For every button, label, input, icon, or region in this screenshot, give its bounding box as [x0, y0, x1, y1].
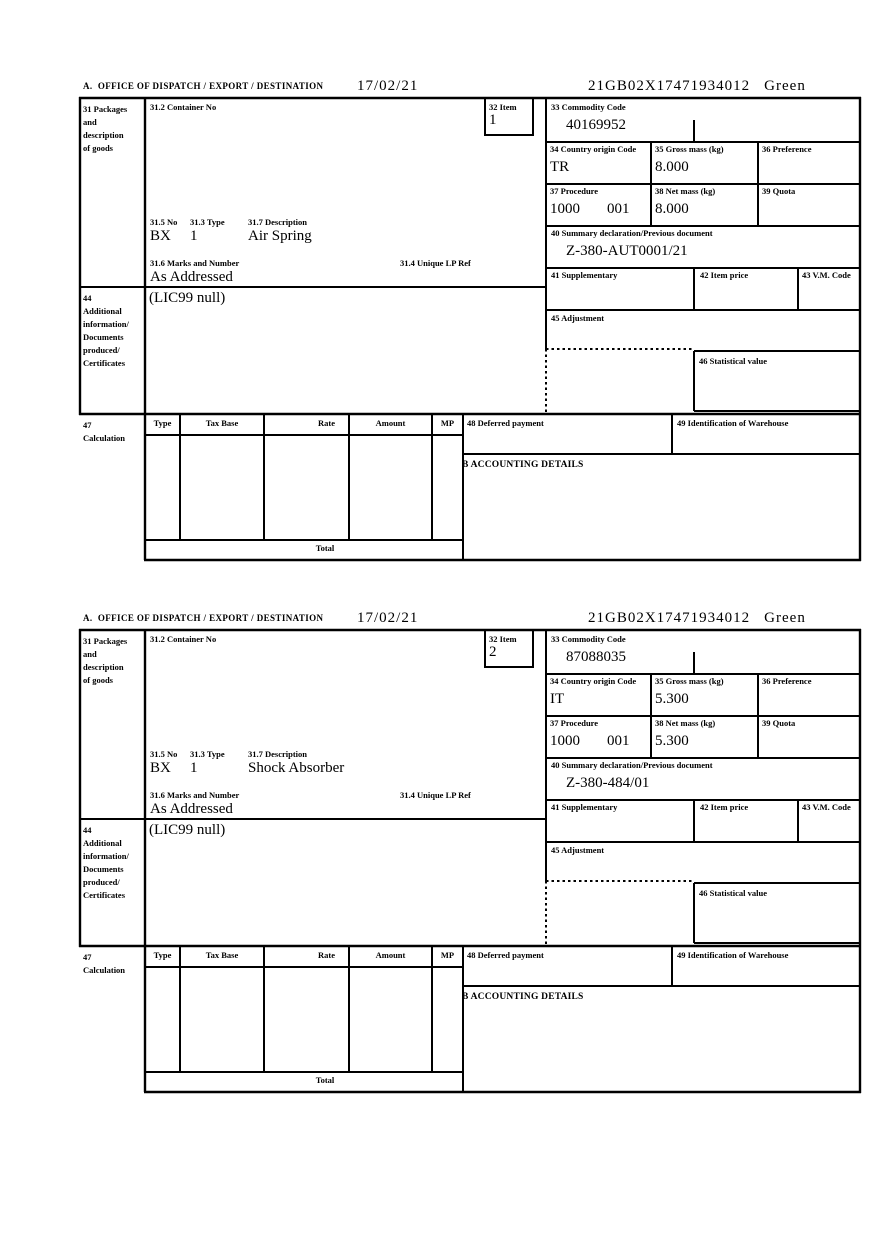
box48-deferred-label: 48 Deferred payment [467, 418, 544, 428]
tax-col-base-header: Tax Base [205, 418, 239, 428]
sad-continuation-form [0, 610, 882, 1094]
tax-col-mp-header: MP [440, 950, 455, 960]
package-type-value: 1 [190, 760, 198, 776]
commodity-code-value: 40169952 [566, 117, 626, 133]
box312-container-label: 31.2 Container No [150, 634, 217, 644]
goods-description-value: Air Spring [248, 228, 312, 244]
box31-packages-label: 31 Packages and description of goods [83, 636, 128, 685]
box39-quota-label: 39 Quota [762, 718, 796, 728]
box316-marks-label: 31.6 Marks and Number [150, 790, 240, 800]
procedure-main-value: 1000 [550, 733, 580, 749]
box33-commodity-label: 33 Commodity Code [551, 634, 626, 644]
goods-description-value: Shock Absorber [248, 760, 345, 776]
box49-warehouse-label: 49 Identification of Warehouse [677, 950, 789, 960]
box37-procedure-label: 37 Procedure [550, 718, 599, 728]
box315-no-label: 31.5 No [150, 217, 178, 227]
box317-description-label: 31.7 Description [248, 749, 308, 759]
procedure-extra-value: 001 [607, 733, 630, 749]
gross-mass-value: 5.300 [655, 691, 689, 707]
additional-information-value: (LIC99 null) [149, 822, 226, 838]
box315-no-label: 31.5 No [150, 749, 178, 759]
box38-net-mass-label: 38 Net mass (kg) [655, 718, 716, 728]
country-origin-value: IT [550, 691, 565, 707]
box42-item-price-label: 42 Item price [700, 802, 749, 812]
item-number-value: 1 [489, 112, 497, 128]
box313-type-label: 31.3 Type [190, 749, 225, 759]
box36-preference-label: 36 Preference [762, 676, 812, 686]
box39-quota-label: 39 Quota [762, 186, 796, 196]
commodity-code-value: 87088035 [566, 649, 626, 665]
procedure-extra-value: 001 [607, 201, 630, 217]
box44-additional-label: 44 Additional information/ Documents produced/ Certificates [83, 825, 129, 900]
box47-calculation-label: 47 Calculation [83, 952, 126, 975]
box41-supplementary-label: 41 Supplementary [551, 270, 618, 280]
declaration-reference: 21GB02X17471934012 [588, 610, 751, 626]
package-type-value: 1 [190, 228, 198, 244]
box316-marks-label: 31.6 Marks and Number [150, 258, 240, 268]
box38-net-mass-label: 38 Net mass (kg) [655, 186, 716, 196]
routing-channel: Green [764, 610, 806, 626]
box48-deferred-label: 48 Deferred payment [467, 950, 544, 960]
box32-item-label: 32 Item [489, 102, 517, 112]
box45-adjustment-label: 45 Adjustment [551, 845, 605, 855]
box314-lp-ref-label: 31.4 Unique LP Ref [400, 258, 471, 268]
dispatch-date: 17/02/21 [357, 78, 419, 94]
tax-col-type-header: Type [153, 418, 172, 428]
tax-col-base-header: Tax Base [205, 950, 239, 960]
box40-summary-label: 40 Summary declaration/Previous document [551, 760, 713, 770]
routing-channel: Green [764, 78, 806, 94]
total-row-label: Total [315, 543, 335, 553]
additional-information-value: (LIC99 null) [149, 290, 226, 306]
declaration-reference-row [588, 79, 806, 94]
tax-col-mp-header: MP [440, 418, 455, 428]
box46-statistical-label: 46 Statistical value [699, 356, 767, 366]
tax-col-amount-header: Amount [375, 950, 406, 960]
box32-item-label: 32 Item [489, 634, 517, 644]
marks-value: As Addressed [150, 269, 233, 285]
box47-calculation-label: 47 Calculation [83, 420, 126, 443]
net-mass-value: 8.000 [655, 201, 689, 217]
box49-warehouse-label: 49 Identification of Warehouse [677, 418, 789, 428]
item-number-value: 2 [489, 644, 497, 660]
package-code-value: BX [150, 228, 171, 244]
sad-continuation-form [0, 78, 882, 562]
dispatch-date: 17/02/21 [357, 610, 419, 626]
box313-type-label: 31.3 Type [190, 217, 225, 227]
previous-document-value: Z-380-484/01 [566, 775, 650, 791]
box43-vm-code-label: 43 V.M. Code [802, 270, 851, 280]
office-of-dispatch-label: A. OFFICE OF DISPATCH / EXPORT / DESTINATION [83, 81, 324, 91]
office-of-dispatch-label: A. OFFICE OF DISPATCH / EXPORT / DESTINATION [83, 613, 324, 623]
box33-commodity-label: 33 Commodity Code [551, 102, 626, 112]
box317-description-label: 31.7 Description [248, 217, 308, 227]
accounting-details-label: B ACCOUNTING DETAILS [462, 460, 584, 470]
box37-procedure-label: 37 Procedure [550, 186, 599, 196]
net-mass-value: 5.300 [655, 733, 689, 749]
box31-packages-label: 31 Packages and description of goods [83, 104, 128, 153]
declaration-reference-row [588, 611, 806, 626]
box314-lp-ref-label: 31.4 Unique LP Ref [400, 790, 471, 800]
declaration-reference: 21GB02X17471934012 [588, 78, 751, 94]
box34-country-label: 34 Country origin Code [550, 144, 637, 154]
accounting-details-label: B ACCOUNTING DETAILS [462, 992, 584, 1002]
tax-col-rate-header: Rate [318, 418, 335, 428]
box41-supplementary-label: 41 Supplementary [551, 802, 618, 812]
box312-container-label: 31.2 Container No [150, 102, 217, 112]
box44-additional-label: 44 Additional information/ Documents produced/ Certificates [83, 293, 129, 368]
box35-gross-mass-label: 35 Gross mass (kg) [655, 676, 724, 686]
gross-mass-value: 8.000 [655, 159, 689, 175]
box36-preference-label: 36 Preference [762, 144, 812, 154]
previous-document-value: Z-380-AUT0001/21 [566, 243, 688, 259]
procedure-main-value: 1000 [550, 201, 580, 217]
package-code-value: BX [150, 760, 171, 776]
box40-summary-label: 40 Summary declaration/Previous document [551, 228, 713, 238]
box45-adjustment-label: 45 Adjustment [551, 313, 605, 323]
tax-col-type-header: Type [153, 950, 172, 960]
country-origin-value: TR [550, 159, 570, 175]
marks-value: As Addressed [150, 801, 233, 817]
tax-col-amount-header: Amount [375, 418, 406, 428]
box34-country-label: 34 Country origin Code [550, 676, 637, 686]
box43-vm-code-label: 43 V.M. Code [802, 802, 851, 812]
box42-item-price-label: 42 Item price [700, 270, 749, 280]
box35-gross-mass-label: 35 Gross mass (kg) [655, 144, 724, 154]
box46-statistical-label: 46 Statistical value [699, 888, 767, 898]
tax-col-rate-header: Rate [318, 950, 335, 960]
total-row-label: Total [315, 1075, 335, 1085]
